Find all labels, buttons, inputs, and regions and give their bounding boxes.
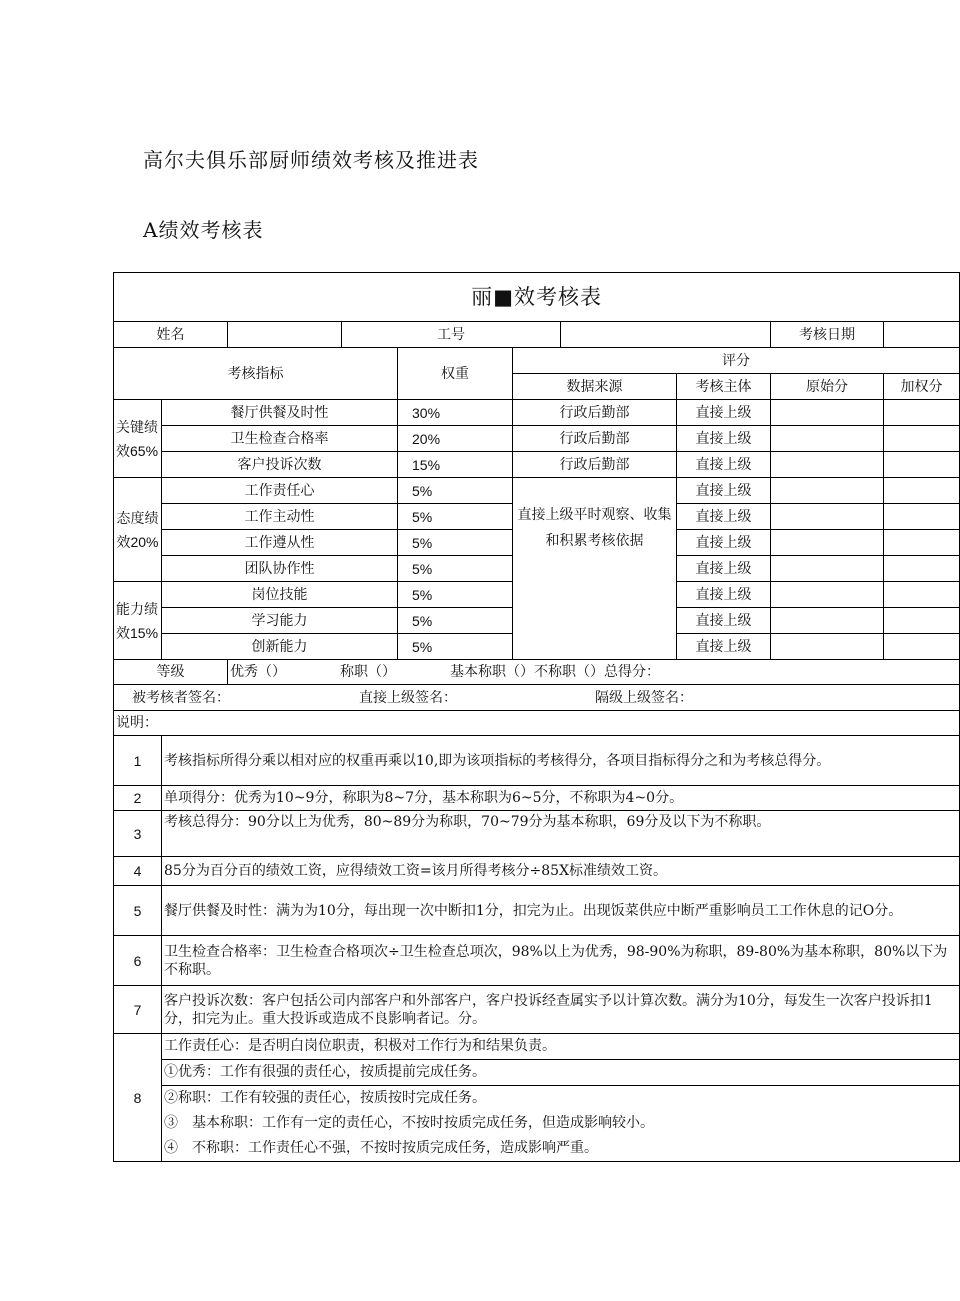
weighted-score-cell[interactable] [884, 530, 960, 556]
notes-label: 说明： [114, 711, 960, 736]
id-label: 工号 [342, 322, 561, 348]
indicator-header: 考核指标 [114, 348, 398, 400]
indicator-cell: 工作遵从性 [162, 530, 398, 556]
signature-row [114, 685, 960, 711]
grade-basic-total[interactable]: 基本称职（）不称职（）总得分： [450, 664, 660, 680]
note-8-line: ①优秀：工作有很强的责任心，按质提前完成任务。 [162, 1060, 959, 1086]
section-heading: A绩效考核表 [143, 218, 264, 242]
note-8-line: 工作责任心：是否明白岗位职责，积极对工作行为和结果负责。 [162, 1034, 959, 1060]
note-row [114, 857, 960, 886]
raw-header: 原始分 [771, 374, 884, 400]
weight-cell: 5% [398, 608, 513, 634]
raw-score-cell[interactable] [771, 556, 884, 582]
weight-cell: 5% [398, 634, 513, 660]
note-text: 餐厅供餐及时性：满为为10分，每出现一次中断扣1分，扣完为止。出现饭菜供应中断严重影响员工工作休息的记O分。 [162, 886, 960, 936]
note-number: 6 [114, 936, 162, 986]
raw-score-cell[interactable] [771, 426, 884, 452]
raw-score-cell[interactable] [771, 400, 884, 426]
subject-cell: 直接上级 [677, 634, 771, 660]
weighted-score-cell[interactable] [884, 556, 960, 582]
weight-cell: 20% [398, 426, 513, 452]
subject-cell: 直接上级 [677, 504, 771, 530]
indicator-cell: 工作主动性 [162, 504, 398, 530]
note-number: 1 [114, 736, 162, 786]
weighted-score-cell[interactable] [884, 634, 960, 660]
note-number: 4 [114, 857, 162, 886]
table-row [114, 452, 960, 478]
name-label: 姓名 [114, 322, 228, 348]
indicator-cell: 团队协作性 [162, 556, 398, 582]
note-row [114, 736, 960, 786]
weight-cell: 5% [398, 530, 513, 556]
info-row [114, 322, 960, 348]
grade-options [228, 660, 960, 685]
note-row [114, 1034, 960, 1162]
indicator-cell: 创新能力 [162, 634, 398, 660]
indicator-cell: 学习能力 [162, 608, 398, 634]
notes-label-row [114, 711, 960, 736]
header-row-1 [114, 348, 960, 374]
date-label: 考核日期 [771, 322, 884, 348]
weighted-score-cell[interactable] [884, 478, 960, 504]
weighted-score-cell[interactable] [884, 504, 960, 530]
raw-score-cell[interactable] [771, 530, 884, 556]
grade-competent[interactable]: 称职（） [340, 664, 396, 680]
indicator-cell: 岗位技能 [162, 582, 398, 608]
document-heading: 高尔夫俱乐部厨师绩效考核及推进表 [143, 148, 479, 172]
raw-score-cell[interactable] [771, 478, 884, 504]
subject-header: 考核主体 [677, 374, 771, 400]
note-row [114, 811, 960, 857]
weighted-score-cell[interactable] [884, 582, 960, 608]
date-field[interactable] [884, 322, 960, 348]
raw-score-cell[interactable] [771, 608, 884, 634]
weight-cell: 15% [398, 452, 513, 478]
note-number: 5 [114, 886, 162, 936]
raw-score-cell[interactable] [771, 582, 884, 608]
weighted-header: 加权分 [884, 374, 960, 400]
note-text: 客户投诉次数：客户包括公司内部客户和外部客户，客户投诉经查属实予以计算次数。满分为10分，每发生一次客户投诉扣1分，扣完为止。重大投诉或造成不良影响者记。分。 [162, 986, 960, 1034]
table-row [114, 400, 960, 426]
raw-score-cell[interactable] [771, 504, 884, 530]
table-row [114, 426, 960, 452]
indicator-cell: 餐厅供餐及时性 [162, 400, 398, 426]
subject-cell: 直接上级 [677, 452, 771, 478]
assessee-signature[interactable]: 被考核者签名： [132, 689, 230, 706]
weighted-score-cell[interactable] [884, 426, 960, 452]
source-cell: 行政后勤部 [513, 452, 677, 478]
assessment-table [113, 272, 960, 1162]
weight-cell: 5% [398, 556, 513, 582]
direct-supervisor-signature[interactable]: 直接上级签名： [359, 689, 457, 706]
merged-source-cell: 直接上级平时观察、收集和积累考核依据 [513, 478, 677, 660]
name-field[interactable] [228, 322, 342, 348]
skip-level-signature[interactable]: 隔级上级签名： [595, 689, 693, 706]
note-number: 2 [114, 786, 162, 811]
note-text: 单项得分：优秀为10~9分，称职为8~7分，基本称职为6~5分，不称职为4~0分。 [162, 786, 960, 811]
note-row [114, 986, 960, 1034]
note-8-line: ④ 不称职：工作责任心不强，不按时按质完成任务，造成影响严重。 [164, 1140, 598, 1156]
note-8-line: ③ 基本称职：工作有一定的责任心，不按时按质完成任务，但造成影响较小。 [164, 1115, 654, 1131]
id-field[interactable] [561, 322, 771, 348]
source-cell: 行政后勤部 [513, 426, 677, 452]
weight-cell: 5% [398, 582, 513, 608]
note-text: 考核总得分：90分以上为优秀，80~89分为称职，70~79分为基本称职，69分及以下为不称职。 [162, 811, 960, 857]
grade-row [114, 660, 960, 685]
subject-cell: 直接上级 [677, 530, 771, 556]
signature-cell [114, 685, 960, 711]
indicator-cell: 客户投诉次数 [162, 452, 398, 478]
subject-cell: 直接上级 [677, 478, 771, 504]
weight-cell: 5% [398, 478, 513, 504]
note-text: 考核指标所得分乘以相对应的权重再乘以10,即为该项指标的考核得分，各项目指标得分之和为考核总得分。 [162, 736, 960, 786]
note-row [114, 786, 960, 811]
weighted-score-cell[interactable] [884, 608, 960, 634]
score-header: 评分 [513, 348, 960, 374]
note-number: 3 [114, 811, 162, 857]
table-row [114, 478, 960, 504]
table-title: 丽■效考核表 [114, 273, 960, 322]
note-text: 85分为百分百的绩效工资，应得绩效工资=该月所得考核分÷85X标准绩效工资。 [162, 857, 960, 886]
group-attitude: 态度绩效20% [114, 478, 162, 582]
weight-cell: 30% [398, 400, 513, 426]
raw-score-cell[interactable] [771, 452, 884, 478]
raw-score-cell[interactable] [771, 634, 884, 660]
group-key: 关键绩效65% [114, 400, 162, 478]
weight-cell: 5% [398, 504, 513, 530]
subject-cell: 直接上级 [677, 582, 771, 608]
subject-cell: 直接上级 [677, 556, 771, 582]
source-header: 数据来源 [513, 374, 677, 400]
subject-cell: 直接上级 [677, 400, 771, 426]
weighted-score-cell[interactable] [884, 400, 960, 426]
note-number: 7 [114, 986, 162, 1034]
note-8-line: ②称职：工作有较强的责任心，按质按时完成任务。 [164, 1090, 486, 1106]
note-number: 8 [114, 1034, 162, 1162]
weight-header: 权重 [398, 348, 513, 400]
subject-cell: 直接上级 [677, 608, 771, 634]
indicator-cell: 卫生检查合格率 [162, 426, 398, 452]
note-8-content [162, 1034, 960, 1162]
note-text: 卫生检查合格率：卫生检查合格项次÷卫生检查总项次，98%以上为优秀，98-90%为称职，89-80%为基本称职，80%以下为不称职。 [162, 936, 960, 986]
grade-label: 等级 [114, 660, 228, 685]
note-row [114, 936, 960, 986]
group-ability: 能力绩效15% [114, 582, 162, 660]
indicator-cell: 工作责任心 [162, 478, 398, 504]
title-row [114, 273, 960, 322]
subject-cell: 直接上级 [677, 426, 771, 452]
weighted-score-cell[interactable] [884, 452, 960, 478]
grade-excellent[interactable]: 优秀（） [230, 664, 286, 680]
source-cell: 行政后勤部 [513, 400, 677, 426]
note-row [114, 886, 960, 936]
